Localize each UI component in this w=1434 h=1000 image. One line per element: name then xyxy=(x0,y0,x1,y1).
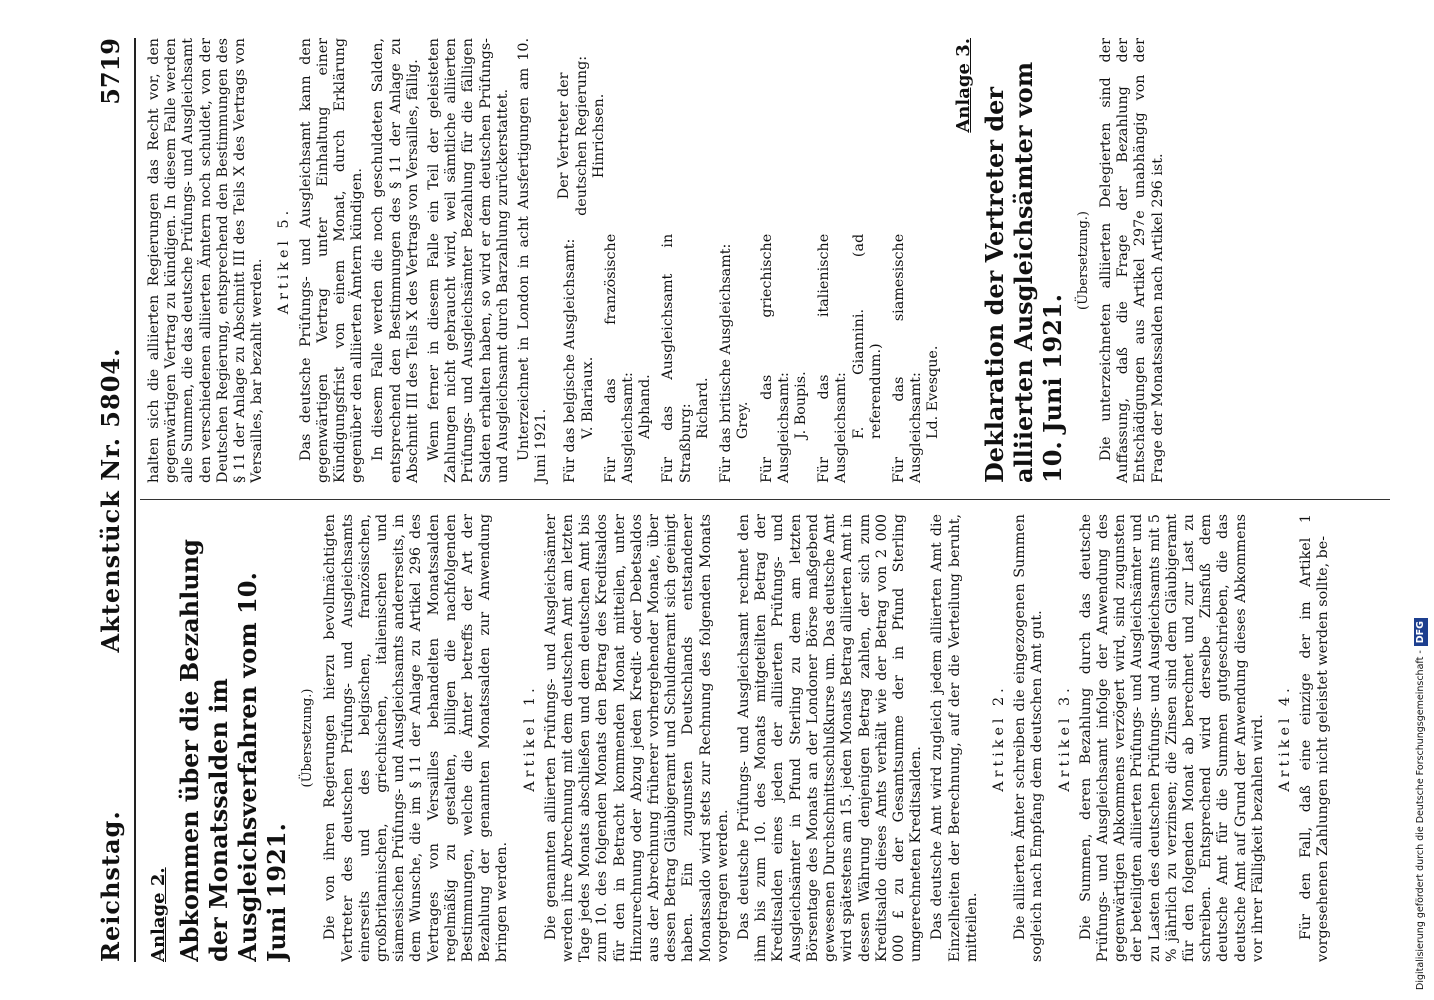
signatory-name: Alphand. xyxy=(637,374,654,439)
signatory-office: Für das französische Ausgleichsamt: xyxy=(602,233,637,483)
signatory xyxy=(562,234,596,483)
article-4-paragraph: Für den Fall, daß eine einzige der im Artikel 1 vorgesehenen Zahlungen nicht geleistet werden sollte, be- xyxy=(1298,514,1332,962)
digitization-note xyxy=(1414,10,1428,990)
signatory xyxy=(718,234,752,483)
funding-text: Digitalisierung gefördert durch die Deutsche Forschungsgemeinschaft - xyxy=(1415,650,1426,990)
signatory-name: F. Giannini. (ad referendum.) xyxy=(850,233,884,439)
signatories-list xyxy=(556,234,946,483)
article-4-heading: Artikel 4. xyxy=(1276,684,1293,792)
page-number: 5719 xyxy=(96,38,125,105)
article-5-paragraph: Das deutsche Prüfungs- und Ausgleichsamt kann den gegenwärtigen Vertrag unter Einhaltung einer Kündigungsfrist von einem Monat, durch Erklärung gegenüber den alliierten Ämtern kündigen. xyxy=(297,38,366,483)
signatory xyxy=(603,234,655,483)
article-2-paragraph: Die alliierten Ämter schreiben die eingezogenen Summen sogleich nach Empfang dem deutschen Amt gut. xyxy=(1012,514,1046,962)
digitization-note-text xyxy=(1414,10,1428,990)
agreement-title: Abkommen über die Bezahlung der Monatssalden im Ausgleichsverfahren vom 10. Juni 1921. xyxy=(175,539,292,962)
article-1-paragraph: Die genannten alliierten Prüfungs- und Ausgleichsämter werden ihre Abrechnung mit dem deutschen Amt am letzten Tage jedes Monats abschließen und dem deutschen Amt bis zum 10. des folgenden Monats den Betrag des Kreditsaldos für den in Betracht kommenden Monat mitteilen, unter Hinzurechnung oder Abzug jeden Kredit- oder Debetsaldos aus der Abrechnung früherer vorhergehender Monate, über dessen Betrag Gläubigeramt und Schuldneramt sich geeinigt haben. Ein zugunsten Deutschlands entstandener Monatssaldo wird stets zur Rechnung des folgenden Monats vorgetragen werden. xyxy=(542,514,731,962)
article-2-heading: Artikel 2. xyxy=(990,684,1007,792)
signatory-name: Ld. Evesque. xyxy=(925,345,942,439)
intro-paragraph: Die von ihren Regierungen hierzu bevollmächtigten Vertreter des deutschen Prüfungs- und Ausgleichsamts einerseits und des belgischen, französischen, großbritannischen, griechischen, italienischen und siamesischen Prüfungs- und Ausgleichsamts andererseits, in dem Wunsche, die im § 11 der Anlage zu Artikel 296 des Vertrages von Versailles behandelten Monatssalden regelmäßig zu gestalten, billigen die nachfolgenden Bestimmungen, welche die Ämter betreffs der Art der Bezahlung der genannten Monatssalden zur Anwendung bringen werden. xyxy=(322,514,511,962)
article-1-paragraph: Das deutsche Prüfungs- und Ausgleichsamt rechnet den ihm bis zum 10. des Monats mitgeteilten Betrag der Kreditsalden eines jeden der alliierten Prüfungs- und Ausgleichsämter in Pfund Sterling zu dem am letzten Börsentage des Monats an der Londoner Börse maßgebend gewesenen Durchschnittsschlußkurse um. Das deutsche Amt wird spätestens am 15. jeden Monats Betrag alliierten Amt in dessen Währung denjenigen Betrag zahlen, der sich zum Kreditsaldo dieses Amts verhält wie der Betrag von 2 000 000 £ zu der Gesamtsumme der in Pfund Sterling umgerechneten Kreditsalden. xyxy=(736,514,925,962)
signatory-name: Richard. xyxy=(694,377,711,439)
header-center: Aktenstück Nr. 5804. xyxy=(96,347,125,653)
signatory-name: J. Boupis. xyxy=(792,371,809,439)
article-1-paragraph: Das deutsche Amt wird zugleich jedem alliierten Amt die Einzelheiten der Berechnung, auf der die Verteilung beruht, mitteilen. xyxy=(929,514,980,962)
signatory xyxy=(660,234,712,483)
declaration-paragraph: Die unterzeichneten alliierten Delegierten sind der Auffassung, daß die Frage der Bezahlung der Entschädigungen aus Artikel 297e unabhängig von der Frage der Monatssalden nach Artikel 296 ist. xyxy=(1097,38,1166,483)
signatory-name: Grey. xyxy=(735,401,752,439)
signatory-name: V. Blariaux. xyxy=(579,356,596,439)
article-5-paragraph: Wenn ferner in diesem Falle ein Teil der geleisteten Zahlungen nicht gebraucht wird, weil sämtliche alliierten Prüfungs- und Ausgleichsämter Bezahlung für die fälligen Salden erhalten haben, so wird er dem deutschen Prüfungs- und Ausgleichsamt durch Barzahlung zurückerstattet. xyxy=(426,38,511,483)
signatory-office: Für das griechische Ausgleichsamt: xyxy=(758,233,792,483)
signatory xyxy=(816,234,885,483)
article-5-heading: Artikel 5. xyxy=(276,206,293,315)
signatory xyxy=(759,234,811,483)
document-page xyxy=(60,0,1420,1000)
signatory-office: Für das siamesische Ausgleichsamt: xyxy=(890,233,925,483)
article-3-heading: Artikel 3. xyxy=(1056,684,1073,792)
anlage-2-heading: Anlage 2. xyxy=(148,867,169,962)
translation-note: (Übersetzung.) xyxy=(1075,211,1091,310)
article-5-paragraph: In diesem Falle werden die noch geschuldeten Salden, entsprechend den Bestimmungen des § 11 der Anlage zu Abschnitt III des Teils X des Vertrags von Versailles, fällig. xyxy=(370,38,421,483)
two-column-body xyxy=(140,38,1390,962)
header-left: Reichstag. xyxy=(96,810,125,962)
left-column xyxy=(140,500,1390,962)
signatory-office: Für das belgische Ausgleichsamt: xyxy=(562,238,579,483)
declaration-title: Deklaration der Vertreter der alliierten Ausgleichsämter vom 10. Juni 1921. xyxy=(979,61,1067,483)
right-column xyxy=(140,38,1390,500)
article-1-heading: Artikel 1. xyxy=(521,684,538,792)
continuation-paragraph: halten sich die alliierten Regierungen das Recht vor, den gegenwärtigen Vertrag zu kündigen. In diesem Falle werden alle Summen, die das deutsche Prüfungs- und Ausgleichsamt den verschiedenen alliierten Ämtern noch schuldet, von der Deutschen Regierung, entsprechend den Bestimmungen des § 11 der Anlage zu Abschnitt III des Teils X des Vertrags von Versailles, bar bezahlt werden. xyxy=(146,38,266,483)
page-header xyxy=(88,38,136,962)
dfg-logo: DFG xyxy=(1414,618,1428,646)
signing-statement: Unterzeichnet in London in acht Ausfertigungen am 10. Juni 1921. xyxy=(516,38,550,483)
anlage-3-heading: Anlage 3. xyxy=(952,38,974,133)
signatory-office: Für das britische Ausgleichsamt: xyxy=(718,243,735,483)
german-representative xyxy=(556,38,946,234)
signatory xyxy=(891,234,943,483)
signatory-office: Für das italienische Ausgleichsamt: xyxy=(816,233,850,483)
signature-block xyxy=(556,38,946,483)
translation-note: (Übersetzung.) xyxy=(300,688,316,788)
german-representative-name: Hinrichsen. xyxy=(590,93,607,179)
article-3-paragraph: Die Summen, deren Bezahlung durch das deutsche Prüfungs- und Ausgleichsamt infolge der Anwendung des gegenwärtigen Abkommens verzögert wird, sind zugunsten der beteiligten alliierten Prüfungs- und Ausgleichsämter und zu Lasten des deutschen Prüfungs- und Ausgleichsamts mit 5 % jährlich zu verzinsen; die Zinsen sind dem Gläubigeramt für den folgenden Monat ab berechnet und zur Last zu schreiben. Entsprechend wird derselbe Zinsfuß dem deutsche Amt für die Summen gutgeschrieben, die das deutsche Amt auf Grund der Anwendung dieses Abkommens vor ihrer Fälligkeit bezahlen wird. xyxy=(1077,514,1266,962)
german-representative-label: Der Vertreter der deutschen Regierung: xyxy=(556,55,590,216)
signatory-office: Für das Ausgleichsamt in Straßburg: xyxy=(660,233,694,483)
